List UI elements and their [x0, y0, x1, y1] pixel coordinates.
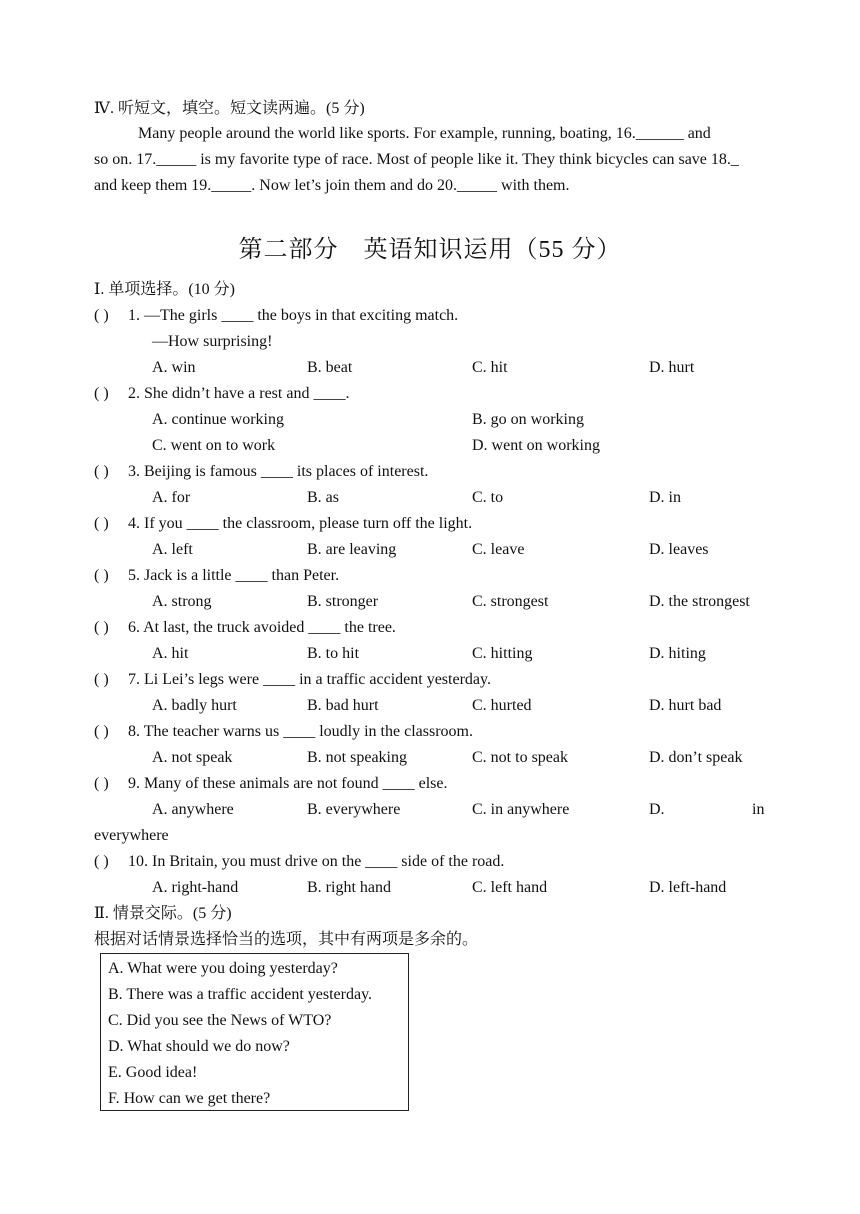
option-b: B. bad hurt: [307, 697, 379, 714]
option-a: A. continue working: [152, 411, 284, 428]
question-4: [94, 511, 472, 537]
option-d: D. went on working: [472, 437, 600, 454]
question-stem: 6. At last, the truck avoided ____ the tree.: [128, 619, 396, 636]
dialog-option-d: D. What should we do now?: [108, 1038, 290, 1055]
question-6: [94, 615, 396, 641]
option-d-continued: in: [752, 801, 765, 818]
option-d: D.: [649, 801, 665, 818]
option-d: D. don’t speak: [649, 749, 743, 766]
answer-paren[interactable]: ( ): [94, 853, 109, 870]
question-stem: 5. Jack is a little ____ than Peter.: [128, 567, 340, 584]
option-c: C. left hand: [472, 879, 548, 896]
dialog-option-f: F. How can we get there?: [108, 1090, 271, 1107]
option-c: C. hitting: [472, 645, 533, 662]
dialog-option-c: C. Did you see the News of WTO?: [108, 1012, 332, 1029]
section-ii-instruction: 根据对话情景选择恰当的选项，其中有两项是多余的。: [94, 931, 479, 948]
option-b: B. to hit: [307, 645, 360, 662]
question-5: [94, 563, 339, 589]
section-i-heading: Ⅰ. 单项选择。(10 分): [94, 281, 235, 298]
option-d: D. hiting: [649, 645, 706, 662]
answer-paren[interactable]: ( ): [94, 463, 109, 480]
option-a: A. right-hand: [152, 879, 239, 896]
answer-paren[interactable]: ( ): [94, 567, 109, 584]
passage-line-1: Many people around the world like sports. For example, running, boating, 16.______ and: [138, 125, 711, 142]
option-c: C. hurted: [472, 697, 532, 714]
option-c: C. in anywhere: [472, 801, 570, 818]
question-stem: 4. If you ____ the classroom, please turn off the light.: [128, 515, 473, 532]
answer-paren[interactable]: ( ): [94, 775, 109, 792]
option-a: A. strong: [152, 593, 212, 610]
option-a: A. badly hurt: [152, 697, 237, 714]
option-b: B. as: [307, 489, 339, 506]
question-stem: 10. In Britain, you must drive on the ____ side of the road.: [128, 853, 505, 870]
option-a: A. win: [152, 359, 196, 376]
question-1: [94, 303, 458, 329]
option-b: B. are leaving: [307, 541, 397, 558]
option-c: C. hit: [472, 359, 508, 376]
question-1-extra: —How surprising!: [152, 333, 273, 350]
option-b: B. stronger: [307, 593, 379, 610]
question-stem: 9. Many of these animals are not found ____ else.: [128, 775, 448, 792]
option-d: D. hurt: [649, 359, 695, 376]
option-b: B. not speaking: [307, 749, 407, 766]
question-9: [94, 771, 447, 797]
section-iv-heading: Ⅳ. 听短文，填空。短文读两遍。(5 分): [94, 100, 365, 117]
section-ii-heading: Ⅱ. 情景交际。(5 分): [94, 905, 232, 922]
question-stem: 3. Beijing is famous ____ its places of interest.: [128, 463, 429, 480]
answer-paren[interactable]: ( ): [94, 671, 109, 688]
question-3: [94, 459, 428, 485]
question-stem: 2. She didn’t have a rest and ____.: [128, 385, 350, 402]
option-d: D. the strongest: [649, 593, 750, 610]
option-a: A. for: [152, 489, 191, 506]
option-d: D. in: [649, 489, 681, 506]
option-a: A. anywhere: [152, 801, 234, 818]
part-two-title: 第二部分 英语知识运用（55 分）: [238, 237, 622, 263]
question-10: [94, 849, 504, 875]
answer-paren[interactable]: ( ): [94, 515, 109, 532]
question-stem: 7. Li Lei’s legs were ____ in a traffic accident yesterday.: [128, 671, 491, 688]
question-2: [94, 381, 349, 407]
passage-line-3: and keep them 19._____. Now let’s join them and do 20._____ with them.: [94, 177, 570, 194]
option-a: A. left: [152, 541, 193, 558]
question-8: [94, 719, 473, 745]
option-a: A. hit: [152, 645, 189, 662]
passage-line-2: so on. 17._____ is my favorite type of race. Most of people like it. They think bicycles can save 18._: [94, 151, 739, 168]
option-b: B. everywhere: [307, 801, 401, 818]
answer-paren[interactable]: ( ): [94, 619, 109, 636]
option-b: B. right hand: [307, 879, 391, 896]
option-c: C. strongest: [472, 593, 549, 610]
option-a: A. not speak: [152, 749, 233, 766]
dialog-option-b: B. There was a traffic accident yesterday.: [108, 986, 373, 1003]
dialog-option-e: E. Good idea!: [108, 1064, 198, 1081]
answer-paren[interactable]: ( ): [94, 723, 109, 740]
option-b: B. beat: [307, 359, 353, 376]
question-7: [94, 667, 491, 693]
option-c: C. to: [472, 489, 504, 506]
options-box: [100, 953, 409, 1111]
option-d: D. left-hand: [649, 879, 727, 896]
option-d: D. leaves: [649, 541, 709, 558]
option-c: C. not to speak: [472, 749, 568, 766]
option-c: C. leave: [472, 541, 525, 558]
answer-paren[interactable]: ( ): [94, 307, 109, 324]
option-d: D. hurt bad: [649, 697, 722, 714]
question-stem: 1. —The girls ____ the boys in that exciting match.: [128, 307, 459, 324]
option-d-wrap: everywhere: [94, 827, 169, 844]
option-c: C. went on to work: [152, 437, 276, 454]
question-stem: 8. The teacher warns us ____ loudly in the classroom.: [128, 723, 473, 740]
option-b: B. go on working: [472, 411, 584, 428]
answer-paren[interactable]: ( ): [94, 385, 109, 402]
dialog-option-a: A. What were you doing yesterday?: [108, 960, 338, 977]
